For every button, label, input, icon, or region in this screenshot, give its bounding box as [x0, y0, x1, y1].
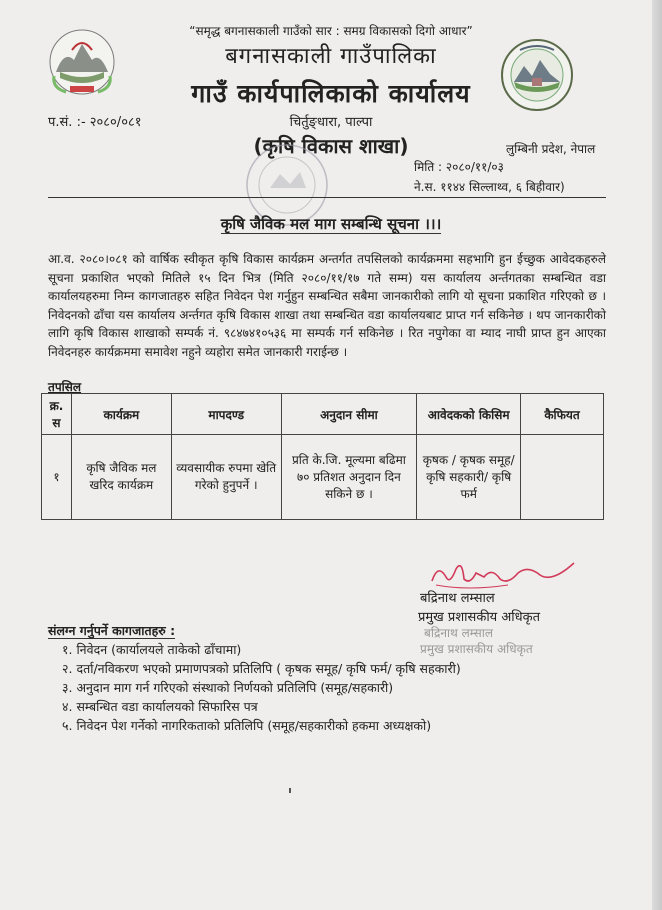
signatory-name: बद्रिनाथ लम्साल	[420, 591, 495, 606]
col-header-sn: क्र. स	[42, 394, 72, 435]
col-header-criteria: मापदण्ड	[171, 394, 281, 435]
header-divider	[48, 197, 606, 198]
attachments-heading	[48, 622, 175, 639]
signatory-role: प्रमुख प्रशासकीय अधिकृत	[418, 610, 541, 625]
list-item: १. निवेदन (कार्यालयले ताकेको ढाँचामा)	[62, 642, 242, 657]
list-item: ३. अनुदान माग गर्न गरिएको संस्थाको निर्णयको प्रतिलिपि (समूह/सहकारी)	[62, 680, 394, 695]
province: लुम्बिनी प्रदेश, नेपाल	[506, 142, 596, 156]
col-header-program: कार्यक्रम	[71, 394, 171, 435]
cell-applicant-type: कृषक / कृषक समूह/कृषि सहकारी/ कृषि फर्म	[417, 435, 521, 520]
cell-sn: १	[42, 435, 72, 520]
attachments-heading-text: संलग्न गर्नुपर्ने कागजातहरु :	[48, 623, 176, 638]
cell-grant-limit: प्रति के.जि. मूल्यमा बढिमा ७० प्रतिशत अनुदान दिन सकिने छ ।	[281, 435, 417, 520]
office-address: चिर्तुङ्धारा, पाल्पा	[289, 115, 373, 130]
office-name: बगनासकाली गाउँपालिका	[225, 44, 437, 69]
office-title: गाउँ कार्यपालिकाको कार्यालय	[191, 79, 471, 108]
table-caption: तपसिल	[48, 380, 82, 394]
cell-criteria: व्यवसायीक रुपमा खेति गरेको हुनुपर्ने ।	[171, 435, 281, 520]
list-item: २. दर्ता/नविकरण भएको प्रमाणपत्रको प्रतिलिपि ( कृषक समूह/ कृषि फर्म/ कृषि सहकारी)	[62, 661, 461, 676]
col-header-grant-limit: अनुदान सीमा	[281, 394, 417, 435]
table-row	[42, 435, 604, 520]
notice-title-text: कृषि जैविक मल माग सम्बन्धि सूचना ।।।	[220, 215, 442, 233]
stamp-name: बद्रिनाथ लम्साल	[424, 626, 493, 640]
program-table	[41, 393, 604, 520]
table-header-row	[42, 394, 604, 435]
attachments-list	[62, 640, 461, 735]
list-item: ५. निवेदन पेश गर्नेको नागरिकताको प्रतिलिपि (समूह/सहकारीको हकमा अध्यक्षको)	[62, 718, 432, 733]
branch-name: (कृषि विकास शाखा)	[253, 134, 409, 158]
notice-body: आ.व. २०८०।०८१ को वार्षिक स्वीकृत कृषि विकास कार्यक्रम अन्तर्गत तपसिलको कार्यक्रममा सहभागि हुन ईच्छुक आवेदकहरुले सूचना प्रकाशित भएको मितिले १५ दिन भित्र (मिति २०८०/११/१७ गते सम्म) यस कार्यालय अर्न्तगतका सम्बन्धित वडा कार्यालयहरुमा निम्न कागजातहरु सहित निवेदन पेश गर्नुहुन सम्बन्धित सबैमा जानकारीको लागि यो सूचना प्रकाशित गरिएको छ । निवेदनको ढाँचा यस कार्यालय अर्न्तगत कृषि विकास शाखा तथा सम्बन्धित वडा कार्यालयबाट प्राप्त गर्न सकिनेछ । थप जानकारीको लागि कृषि विकास शाखाको सम्पर्क नं. ९८४७४१०५३६ मा सम्पर्क गर्न सकिनेछ । रित नपुगेका वा म्याद नाघी प्राप्त हुन आएका निवेदनहरु कार्यक्रममा समावेश नहुने व्यहोरा समेत जानकारी गराईन्छ ।	[48, 252, 606, 359]
notice-title	[0, 214, 662, 234]
stamp-role: प्रमुख प्रशासकीय अधिकृत	[420, 642, 533, 656]
cell-remarks	[521, 435, 604, 520]
ink-mark	[289, 788, 291, 793]
nepal-sambat-date: ने.स. ११४४ सिल्लाथ्व, ६ बिहीवार)	[414, 180, 565, 194]
list-item: ४. सम्बन्धित वडा कार्यालयको सिफारिस पत्र	[62, 699, 258, 714]
reference-number: प.सं. :- २०८०/०८१	[48, 115, 142, 130]
issue-date: मिति : २०८०/११/०३	[414, 160, 504, 174]
slogan: “समृद्ध बगनासकाली गाउँको सार : समग्र विकासको दिगो आधार”	[189, 24, 473, 38]
cell-program: कृषि जैविक मल खरिद कार्यक्रम	[71, 435, 171, 520]
col-header-applicant-type: आवेदकको किसिम	[417, 394, 521, 435]
col-header-remarks: कैफियत	[521, 394, 604, 435]
